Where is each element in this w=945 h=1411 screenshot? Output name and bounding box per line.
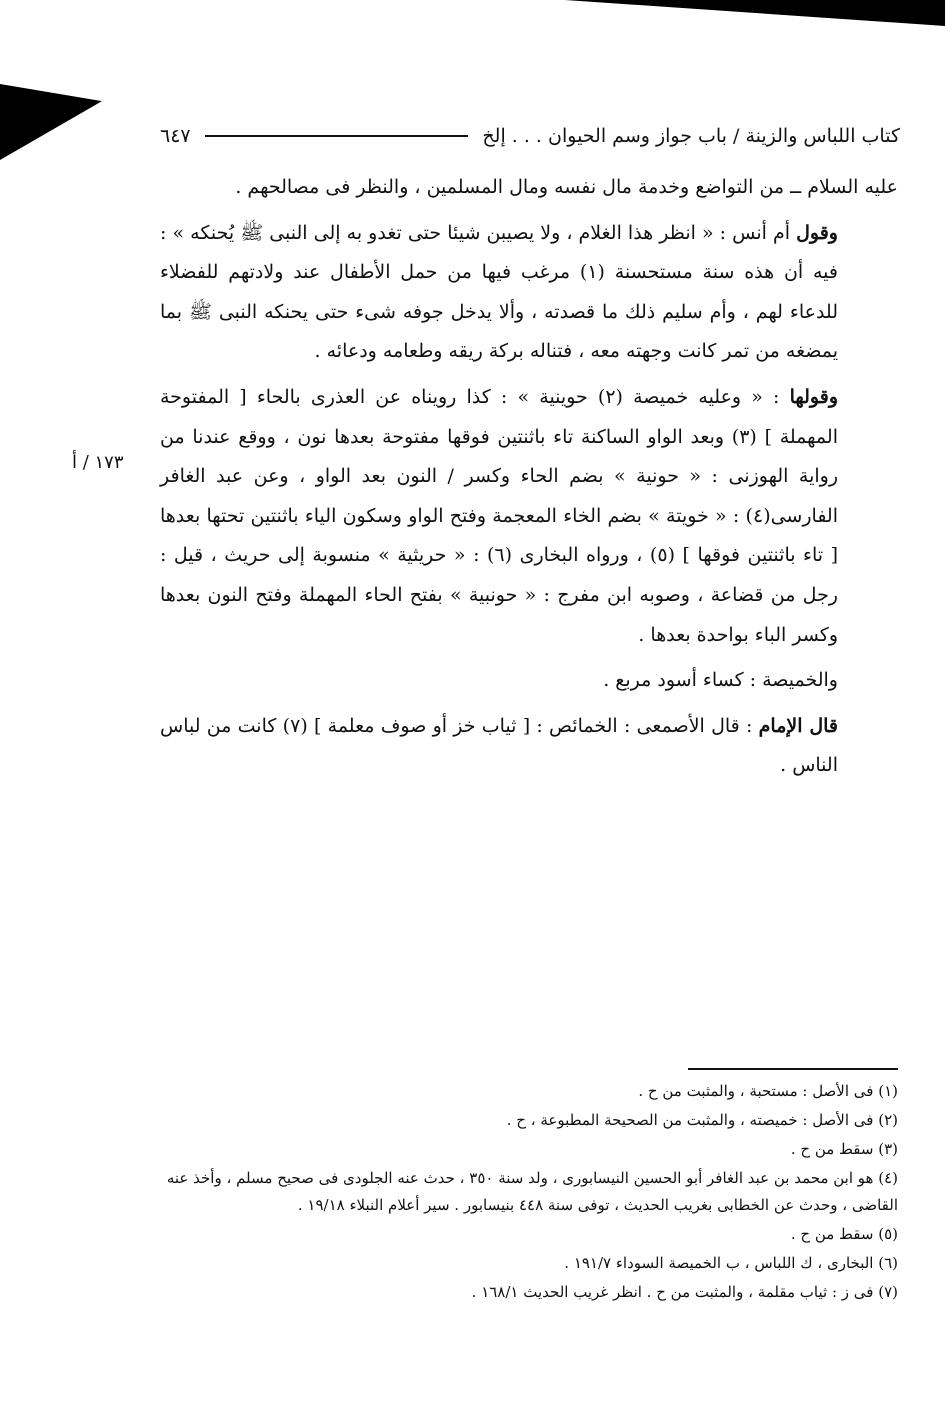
main-text (160, 168, 898, 792)
footnote-4: (٤) هو ابن محمد بن عبد الغافر أبو الحسين النيسابورى ، ولد سنة ٣٥٠ ، حدث عنه الجلودى فى صحيح مسلم ، وأخذ عنه القاضى ، وحدث عن الخطابى بغريب الحديث ، توفى سنة ٤٤٨ بنيسابور . سير أعلام النبلاء ١٩/١٨ . (166, 1169, 898, 1214)
paragraph (160, 214, 898, 372)
paragraph-text: : قال الأصمعى : الخمائص : [ ثياب خز أو صوف معلمة ] (٧) كانت من لباس الناس . (160, 714, 838, 777)
paragraph-text: والخميصة : كساء أسود مربع . (603, 669, 838, 692)
paragraph (160, 661, 898, 701)
footnote-separator (688, 1068, 898, 1070)
header-title: كتاب اللباس والزينة / باب جواز وسم الحيوان . . . إلخ (482, 125, 900, 147)
paragraph-text: أم أنس : « انظر هذا الغلام ، ولا يصيبن شيئا حتى تغدو به إلى النبى ﷺ يُحنكه » : فيه أن هذه سنة مستحسنة (١) مرغب فيها من حمل الأطفال عند ولادتهم للفضلاء للدعاء لهم ، وأم سليم ذلك ما قصدته ، وألا يدخل جوفه شىء حتى يحنكه النبى ﷺ بما يمضغه من تمر كانت وجهته معه ، فتناله بركة ريقه وطعامه ودعائه . (160, 221, 838, 363)
footnote-3: (٣) سقط من ح . (790, 1140, 898, 1158)
scan-edge-shadow-top (565, 0, 945, 26)
footnote-6: (٦) البخارى ، ك اللباس ، ب الخميصة السوداء ١٩١/٧ . (564, 1254, 898, 1272)
paragraph-text: عليه السلام ــ من التواضع وخدمة مال نفسه ومال المسلمين ، والنظر فى مصالحهم . (235, 176, 898, 198)
paragraph (160, 378, 898, 655)
paragraph-lead: وقول (796, 221, 838, 244)
running-header (160, 118, 900, 154)
page-number: ٦٤٧ (160, 125, 191, 147)
footnotes (160, 1078, 898, 1308)
footnote-2: (٢) فى الأصل : خميصته ، والمثبت من الصحيحة المطبوعة ، ح . (506, 1111, 898, 1129)
margin-folio-note: ١٧٣ / أ (72, 452, 124, 473)
scan-edge-shadow-left (0, 25, 102, 160)
footnote-1: (١) فى الأصل : مستحبة ، والمثبت من ح . (638, 1082, 898, 1100)
footnote-7: (٧) فى ز : ثياب مقلمة ، والمثبت من ح . انظر غريب الحديث ١٦٨/١ . (471, 1283, 898, 1301)
paragraph-text: : « وعليه خميصة (٢) حوينية » : كذا رويناه عن العذرى بالحاء [ المفتوحة المهملة ] (٣) وبعد الواو الساكنة تاء باثنتين فوقها مفتوحة بعدها نون ، ووقع عندنا من رواية الهوزنى : « حونية » بضم الحاء وكسر / النون بعد الواو ، وعن عبد الغافر الفارسى(٤) : « خويتة » بضم الخاء المعجمة وفتح الواو وسكون الياء باثنتين تحتها بعدها [ تاء باثنتين فوقها ] (٥) ، ورواه البخارى (٦) : « حريثية » منسوبة إلى حريث ، قيل : رجل من قضاعة ، وصوبه ابن مفرج : « حونبية » بفتح الحاء المهملة وفتح النون بعدها وكسر الباء بواحدة بعدها . (160, 385, 838, 646)
paragraph (160, 168, 898, 208)
paragraph (160, 707, 898, 786)
paragraph-lead: وقولها (789, 385, 839, 408)
header-rule (205, 135, 469, 137)
paragraph-lead: قال الإمام (758, 714, 839, 737)
footnote-5: (٥) سقط من ح . (790, 1225, 898, 1243)
